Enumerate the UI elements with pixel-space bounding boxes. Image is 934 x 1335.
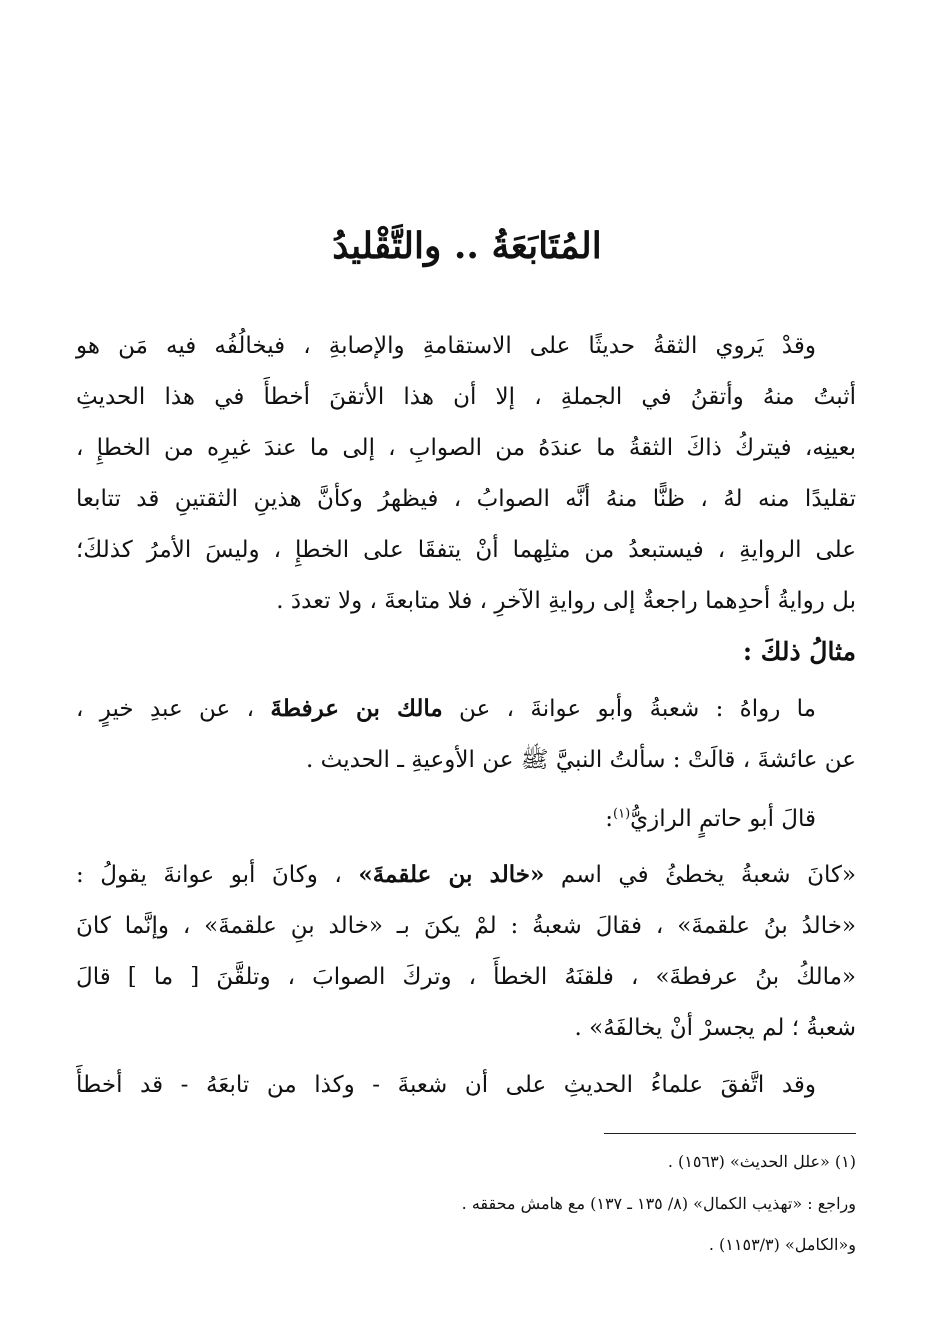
quote-text: «كانَ شعبةُ يخطئُ في اسم [544, 862, 856, 888]
quote-line [76, 858, 856, 892]
footnote-ref: (١) [613, 806, 631, 822]
paragraph-line: أثبتُ منهُ وأتقنُ في الجملةِ ، إلا أن هذا الأتقنَ أخطأَ في هذا الحديثِ [76, 384, 856, 410]
paragraph-line: وقد اتَّفقَ علماءُ الحديثِ على أن شعبةَ - وكذا من تابعَهُ - قد أخطأَ [76, 1072, 816, 1098]
narrator-name: «خالد بن علقمةَ» [358, 861, 545, 888]
quote-intro-text: قالَ أبو حاتمٍ الرازيُّ [630, 806, 816, 832]
example-text: ما رواهُ : شعبةُ وأبو عوانةَ ، عن [442, 696, 816, 722]
quote-intro [76, 802, 816, 836]
quote-line: «خالدُ بنُ علقمةَ» ، فقالَ شعبةُ : لمْ يكنَ بـ «خالد بنِ علقمةَ» ، وإنَّما كانَ [76, 913, 856, 939]
page-title: المُتَابَعَةُ .. والتَّقْليدُ [332, 225, 602, 267]
footnote: وراجع : «تهذيب الكمال» (٨/ ١٣٥ ـ ١٣٧) مع هامش محققه . [461, 1194, 856, 1213]
footnote-separator [604, 1133, 856, 1134]
quote-line: شعبةُ ؛ لم يجسرْ أنْ يخالفَهُ» . [574, 1015, 856, 1041]
paragraph-line: وقدْ يَروي الثقةُ حديثًا على الاستقامةِ والإصابةِ ، فيخالُفُه فيه مَن هو [76, 333, 816, 359]
quote-line: «مالكُ بنُ عرفطةَ» ، فلقنَهُ الخطأَ ، وتركَ الصوابَ ، وتلقَّنَ [ ما ] قالَ [76, 964, 856, 990]
example-line [76, 692, 816, 726]
narrator-name: مالك بن عرفطةَ [270, 695, 443, 722]
paragraph-line: على الروايةِ ، فيستبعدُ من مثلِهما أنْ يتفقَا على الخطإِ ، وليسَ الأمرُ كذلكَ؛ [76, 537, 856, 563]
quote-text: ، وكانَ أبو عوانةَ يقولُ : [76, 862, 359, 888]
footnote: و«الكامل» (١١٥٣/٣) . [708, 1235, 856, 1254]
paragraph-line: تقليدًا منه لهُ ، ظنًّا منهُ أنَّه الصوابُ ، فيظهرُ وكأنَّ هذينِ الثقتينِ قد تتابعا [76, 486, 856, 512]
footnote: (١) «علل الحديث» (١٥٦٣) . [667, 1152, 856, 1171]
example-text: ، عن عبدِ خيرٍ ، [76, 696, 271, 722]
paragraph-line: بل روايةُ أحدِهما راجعةٌ إلى روايةِ الآخرِ ، فلا متابعةَ ، ولا تعددَ . [276, 588, 856, 614]
example-line: عن عائشةَ ، قالَتْ : سألتُ النبيَّ ﷺ عن الأوعيةِ ـ الحديث . [305, 747, 856, 773]
section-heading: مثالُ ذلكَ : [742, 637, 856, 666]
paragraph-line: بعينِه، فيتركُ ذاكَ الثقةُ ما عندَهُ من الصوابِ ، إلى ما عندَ غيرِه من الخطإِ ، [76, 435, 856, 461]
quote-intro-colon: : [605, 806, 614, 832]
